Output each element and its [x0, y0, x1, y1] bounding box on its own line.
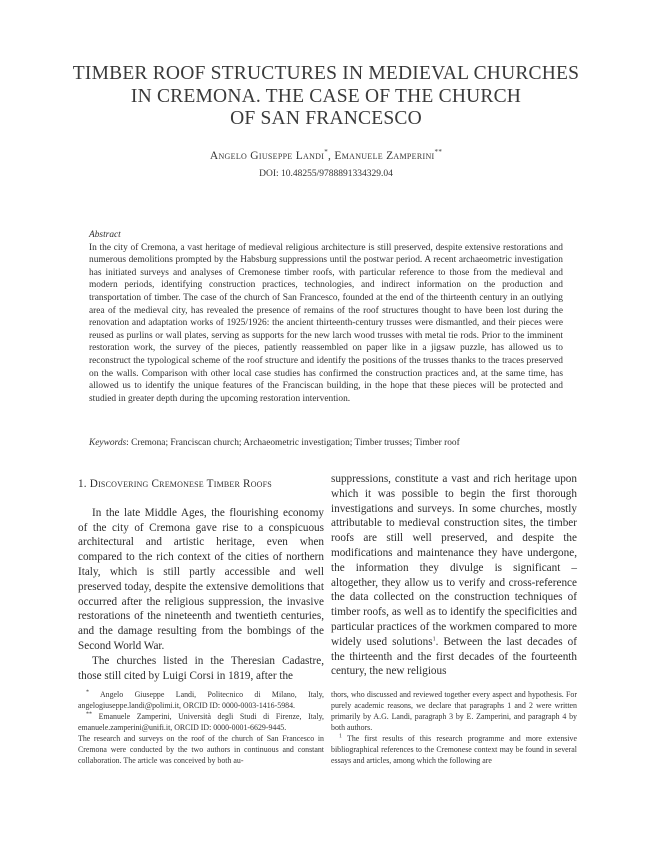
doi: DOI: 10.48255/9788891334329.04	[259, 169, 393, 179]
footnote-text: Angelo Giuseppe Landi, Politecnico di Milano, Italy, angelogiuseppe.landi@polimi.it, ORCID ID: 0000-0003-1416-5984.	[78, 690, 324, 710]
abstract-text: In the city of Cremona, a vast heritage of medieval religious architecture is still preserved, despite extensive restorations and numerous demolitions prompted by the Habsburg suppressions until the postwar period. A recent archaeometric investigation has initiated surveys and analyses of Cremonese timber roofs, with particular reference to those from the medieval and modern periods, identifying construction practices, technologies, and indirect information on the production and transportation of timber. The case of the church of San Francesco, founded at the end of the thirteenth century in an outlying area of the medieval city, has revealed the presence of remains of the roof structures thought to have been lost during the renovation and adaptation works of 1925/1926: the ancient thirteenth-century trusses were dismantled, and their pieces were reused as purlins or wall plates, serving as supports for the new larch wood trusses with metal tie rods. Prior to the imminent restoration work, the survey of the pieces, patiently reassembled on paper like in a jigsaw puzzle, has allowed us to reconstruct the typological scheme of the roof structure and identify the positions of the trusses thanks to the traces preserved on the walls. Comparison with other local case studies has confirmed the construction practices and, at the same time, has allowed us to identify the unique features of the Franciscan building, in the hope that these pieces will be protected and studied in greater depth during the upcoming restoration intervention.	[89, 242, 563, 404]
author-separator: ,	[328, 149, 335, 162]
body-paragraph: The churches listed in the Theresian Cadastre, those still cited by Luigi Corsi in 1819, after the	[78, 654, 324, 682]
keywords-label: Keywords	[89, 438, 127, 448]
author-mark-1: *	[324, 148, 329, 156]
abstract	[89, 229, 563, 405]
footnote	[331, 733, 577, 766]
footnote-text: The research and surveys on the roof of the church of San Francesco in Cremona were conducted by the two authors in continuous and constant collaboration. The article was conceived by both au-	[78, 734, 324, 765]
keywords-text: : Cremona; Franciscan church; Archaeometric investigation; Timber trusses; Timber roof	[126, 438, 460, 448]
body-column-right	[331, 472, 577, 679]
footnotes-right	[331, 689, 577, 766]
footnote-text: thors, who discussed and reviewed together every aspect and hypothesis. For purely academic reasons, we declare that paragraphs 1 and 2 were written primarily by A.G. Landi, paragraph 3 by E. Zamperini, and paragraph 4 by both authors.	[331, 690, 577, 732]
body-paragraph	[331, 472, 577, 679]
footnote-text: Emanuele Zamperini, Università degli Studi di Firenze, Italy, emanuele.zamperini@unifi.it, ORCID ID: 0000-0001-6629-9445.	[78, 712, 324, 732]
body-text: . Between the last decades of the thirteenth and the first decades of the fourteenth century, the new religious	[331, 635, 577, 678]
footnote-text: The first results of this research programme and more extensive bibliographical references to the Cremonese context may be found in several essays and articles, among which the following are	[331, 734, 577, 765]
author-name-2: Emanuele Zamperini	[334, 149, 435, 162]
author-line	[70, 148, 582, 162]
section-heading: 1. Discovering Cremonese Timber Roofs	[78, 478, 272, 490]
author-mark-2: **	[434, 148, 443, 156]
footnote-mark: **	[86, 711, 92, 718]
footnote-mark: *	[86, 689, 89, 696]
body-text: suppressions, constitute a vast and rich heritage upon which it was possible to begin the first thorough investigations and surveys. In some churches, mostly attributable to medieval construction sites, the timber roofs are still well preserved, and despite the modifications and maintenance they have undergone, the information they divulge is significant – altogether, they allow us to verify and cross-reference the data collected on the construction techniques of timber roofs, as well as to identify the specificities and particular practices of the workmen compared to more widely used solutions	[331, 473, 577, 648]
author-name-1: Angelo Giuseppe Landi	[209, 149, 325, 162]
footnote	[78, 689, 324, 711]
title-line-3: OF SAN FRANCESCO	[230, 108, 422, 129]
keywords	[89, 437, 563, 450]
body-column-left	[78, 477, 324, 683]
footnote	[78, 711, 324, 733]
title-line-1: TIMBER ROOF STRUCTURES IN MEDIEVAL CHURCHES	[72, 63, 580, 84]
footnote-mark: 1	[339, 733, 342, 740]
footnote-reference[interactable]: 1	[432, 636, 436, 643]
body-paragraph: In the late Middle Ages, the flourishing economy of the city of Cremona gave rise to a conspicuous architectural and artistic heritage, even when compared to the rich context of the cities of northern Italy, which is still partly accessible and well preserved today, despite the extensive demolitions that occurred after the religious suppression, the invasive restorations of the nineteenth and twentieth centuries, and the damage resulting from the bombings of the Second World War.	[78, 506, 324, 652]
title-line-2: IN CREMONA. THE CASE OF THE CHURCH	[130, 85, 522, 107]
paper-title	[70, 63, 582, 131]
footnotes-left	[78, 689, 324, 766]
abstract-heading: Abstract	[89, 230, 121, 240]
